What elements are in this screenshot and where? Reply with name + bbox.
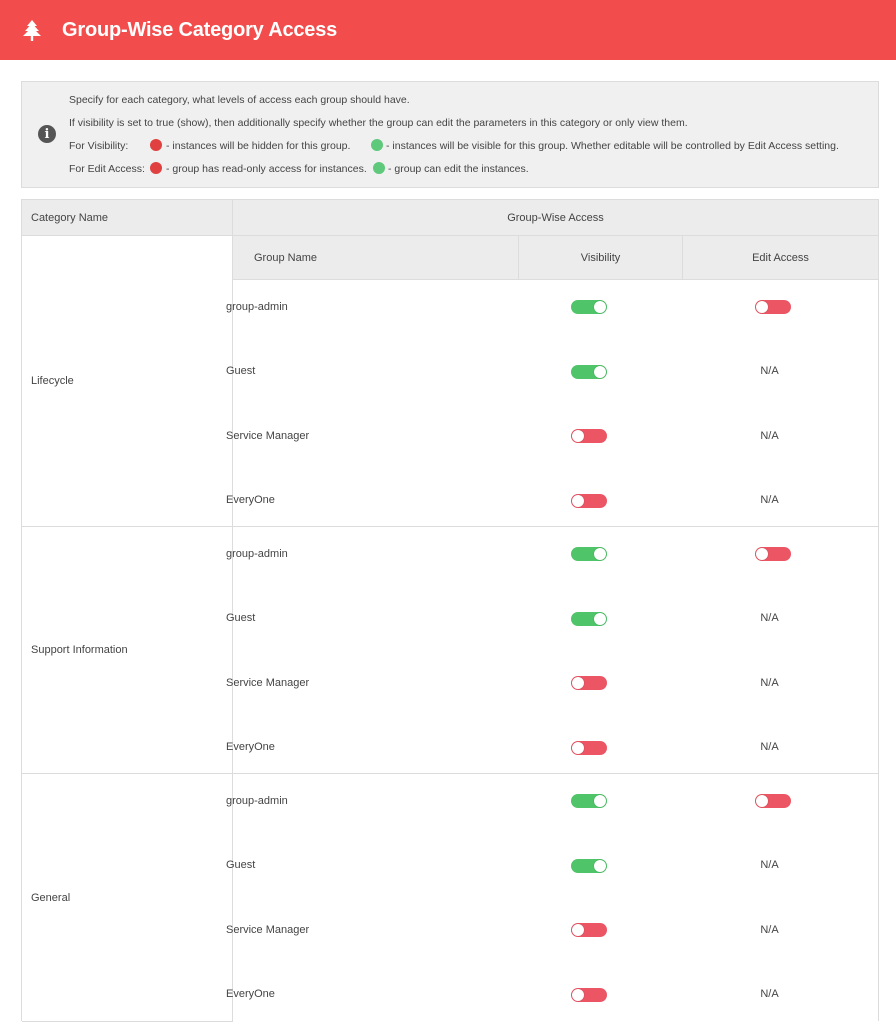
category-cell: General	[22, 774, 233, 1022]
edit-green-desc: - group can edit the instances.	[388, 163, 529, 175]
group-name-cell: Guest	[226, 859, 256, 871]
edit-access-na: N/A	[760, 430, 779, 442]
edit-access-na: N/A	[760, 859, 779, 871]
group-name-cell: Service Manager	[226, 924, 310, 936]
page-title: Group-Wise Category Access	[62, 18, 338, 41]
visibility-toggle[interactable]	[571, 300, 607, 314]
group-name-cell: Service Manager	[226, 430, 310, 442]
category-name-header: Category Name	[22, 200, 233, 236]
visibility-toggle[interactable]	[571, 988, 607, 1002]
visibility-toggle[interactable]	[571, 741, 607, 755]
red-dot-icon	[150, 162, 162, 174]
visibility-red-desc: - instances will be hidden for this group.	[166, 140, 351, 152]
group-subheader	[233, 236, 878, 280]
edit-access-na: N/A	[760, 988, 779, 1000]
visibility-toggle[interactable]	[571, 547, 607, 561]
visibility-green-desc: - instances will be visible for this group. Whether editable will be controlled by Edit Access setting.	[386, 140, 839, 152]
edit-access-na: N/A	[760, 741, 779, 753]
edit-access-toggle[interactable]	[755, 300, 791, 314]
category-divider	[233, 773, 878, 774]
visibility-header: Visibility	[519, 236, 683, 279]
edit-red-desc: - group has read-only access for instances.	[166, 163, 367, 175]
group-name-cell: Guest	[226, 612, 256, 624]
info-line-1: Specify for each category, what levels of access each group should have.	[69, 94, 410, 106]
group-name-cell: group-admin	[226, 301, 288, 313]
group-name-cell: EveryOne	[226, 494, 275, 506]
visibility-toggle[interactable]	[571, 676, 607, 690]
edit-legend-label: For Edit Access:	[69, 163, 145, 175]
green-dot-icon	[373, 162, 385, 174]
category-cell: Support Information	[22, 527, 233, 774]
visibility-toggle[interactable]	[571, 859, 607, 873]
edit-access-na: N/A	[760, 494, 779, 506]
visibility-legend-label: For Visibility:	[69, 140, 129, 152]
visibility-toggle[interactable]	[571, 794, 607, 808]
page-header	[0, 0, 896, 60]
group-name-cell: group-admin	[226, 548, 288, 560]
info-panel	[21, 81, 879, 188]
edit-access-toggle[interactable]	[755, 794, 791, 808]
green-dot-icon	[371, 139, 383, 151]
group-name-cell: Service Manager	[226, 677, 310, 689]
visibility-toggle[interactable]	[571, 494, 607, 508]
group-name-cell: group-admin	[226, 795, 288, 807]
visibility-toggle[interactable]	[571, 429, 607, 443]
edit-access-na: N/A	[760, 677, 779, 689]
category-cell: Lifecycle	[22, 236, 233, 527]
visibility-toggle[interactable]	[571, 923, 607, 937]
group-wise-access-header: Group-Wise Access	[233, 200, 878, 236]
edit-access-na: N/A	[760, 612, 779, 624]
edit-access-header: Edit Access	[752, 251, 809, 264]
group-name-cell: EveryOne	[226, 988, 275, 1000]
tree-icon	[22, 19, 42, 41]
access-table	[21, 199, 879, 1021]
group-name-cell: EveryOne	[226, 741, 275, 753]
visibility-toggle[interactable]	[571, 612, 607, 626]
edit-access-toggle[interactable]	[755, 547, 791, 561]
group-name-header: Group Name	[233, 236, 519, 279]
red-dot-icon	[150, 139, 162, 151]
category-divider	[233, 526, 878, 527]
info-circle-icon: i	[38, 125, 56, 143]
info-line-2: If visibility is set to true (show), then additionally specify whether the group can edit the parameters in this category or only view them.	[69, 117, 688, 129]
group-name-cell: Guest	[226, 365, 256, 377]
edit-access-na: N/A	[760, 924, 779, 936]
visibility-toggle[interactable]	[571, 365, 607, 379]
edit-access-na: N/A	[760, 365, 779, 377]
